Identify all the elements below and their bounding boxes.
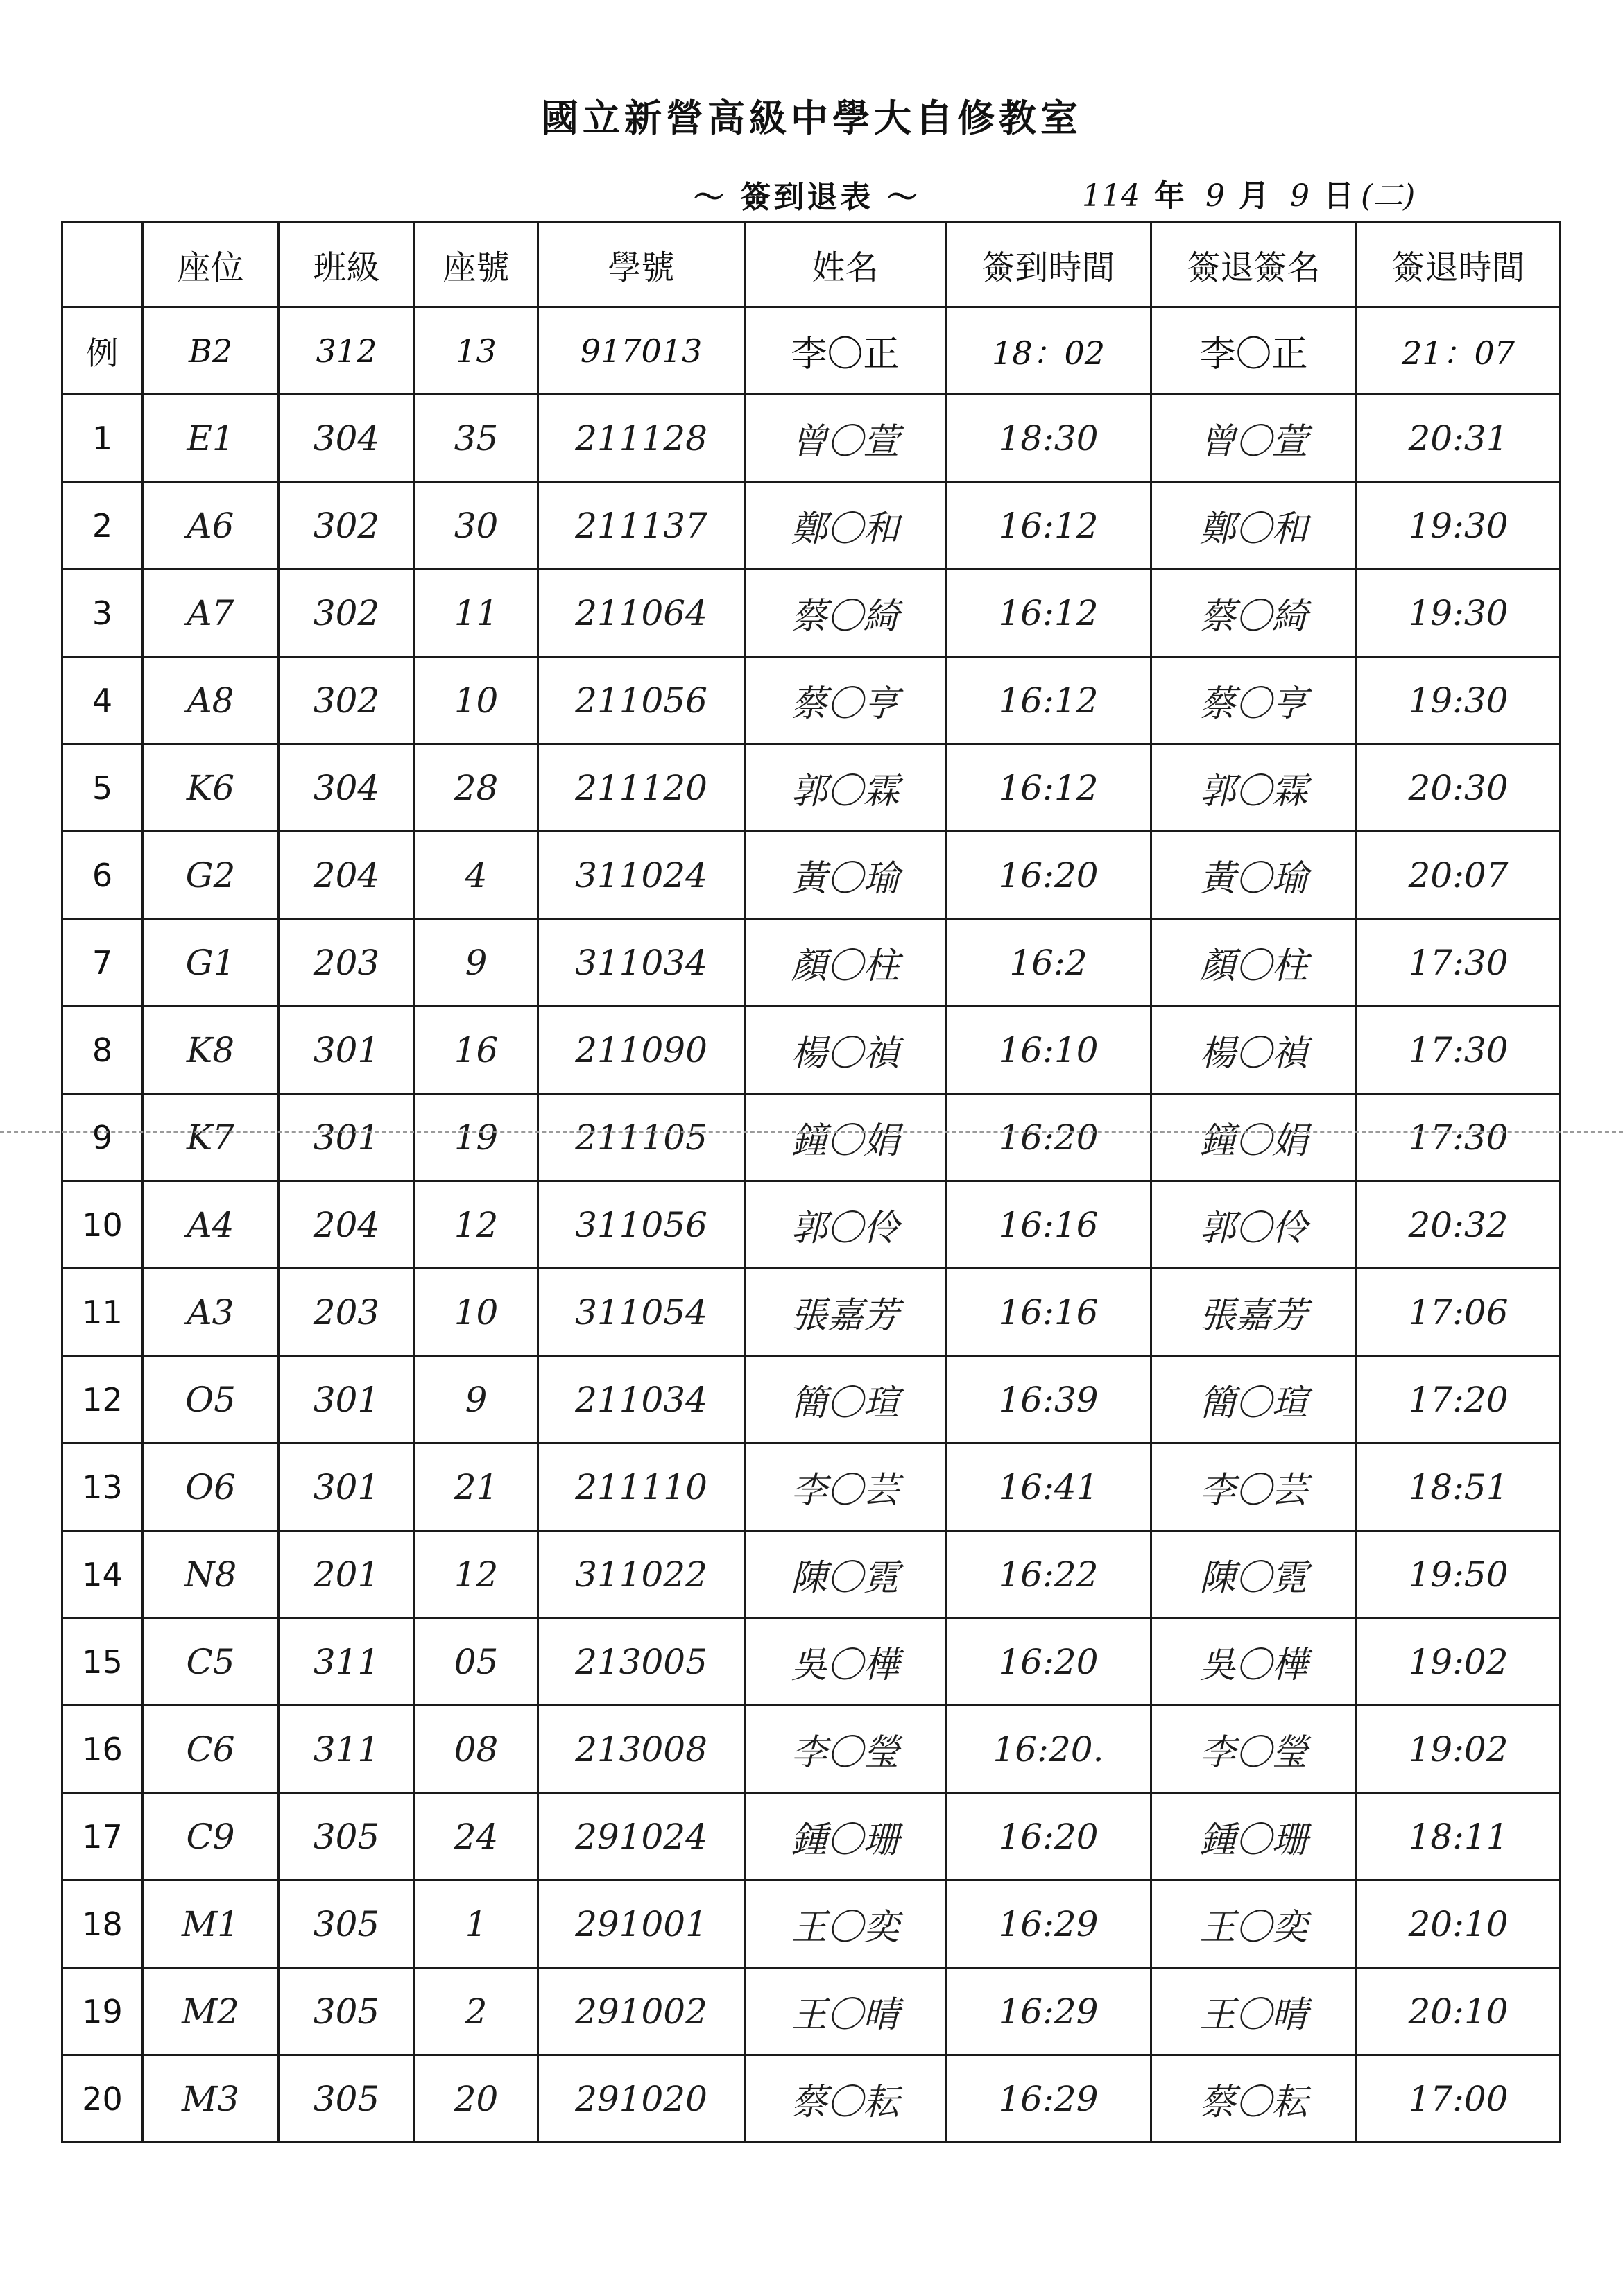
- row-sign-in-time: 16:2: [946, 919, 1151, 1006]
- row-sign-out-signature: 王〇晴: [1151, 1968, 1357, 2055]
- row-student-id: 311056: [538, 1181, 745, 1269]
- row-name: 王〇晴: [745, 1968, 946, 2055]
- row-sign-in-time: 16:20.: [946, 1706, 1151, 1793]
- row-index: 10: [62, 1181, 143, 1269]
- row-sign-out-time: 19:02: [1357, 1706, 1561, 1793]
- row-index: 19: [62, 1968, 143, 2055]
- row-sign-in-time: 18:30: [946, 395, 1151, 482]
- row-name: 黃〇瑜: [745, 832, 946, 919]
- row-name: 郭〇霖: [745, 744, 946, 832]
- row-sign-out-time: 17:00: [1357, 2055, 1561, 2143]
- row-name: 蔡〇耘: [745, 2055, 946, 2143]
- table-row: [62, 1181, 1561, 1269]
- row-sign-out-time: 19:30: [1357, 482, 1561, 569]
- row-sign-out-time: 20:07: [1357, 832, 1561, 919]
- row-number: 28: [415, 744, 538, 832]
- row-name: 鐘〇娟: [745, 1094, 946, 1181]
- row-sign-out-signature: 蔡〇亨: [1151, 657, 1357, 744]
- row-seat: G1: [143, 919, 279, 1006]
- table-row: [62, 744, 1561, 832]
- row-sign-in-time: 16:10: [946, 1006, 1151, 1094]
- example-seat: B2: [143, 307, 279, 395]
- row-sign-out-signature: 李〇芸: [1151, 1443, 1357, 1531]
- row-number: 10: [415, 657, 538, 744]
- row-student-id: 311054: [538, 1269, 745, 1356]
- table-row: [62, 1094, 1561, 1181]
- row-class: 201: [279, 1531, 415, 1618]
- row-number: 2: [415, 1968, 538, 2055]
- row-number: 35: [415, 395, 538, 482]
- header-seat: 座位: [143, 222, 279, 307]
- row-index: 17: [62, 1793, 143, 1881]
- row-seat: K7: [143, 1094, 279, 1181]
- row-sign-out-signature: 郭〇伶: [1151, 1181, 1357, 1269]
- row-number: 05: [415, 1618, 538, 1706]
- row-sign-in-time: 16:12: [946, 744, 1151, 832]
- date-year-label: 年: [1153, 178, 1185, 214]
- row-number: 16: [415, 1006, 538, 1094]
- row-student-id: 213008: [538, 1706, 745, 1793]
- row-seat: C9: [143, 1793, 279, 1881]
- row-index: 9: [62, 1094, 143, 1181]
- row-name: 王〇奕: [745, 1881, 946, 1968]
- date-month: 9: [1205, 178, 1225, 214]
- example-class: 312: [279, 307, 415, 395]
- row-number: 9: [415, 919, 538, 1006]
- row-class: 203: [279, 919, 415, 1006]
- row-number: 20: [415, 2055, 538, 2143]
- table-row: [62, 1968, 1561, 2055]
- row-index: 2: [62, 482, 143, 569]
- row-name: 曾〇萱: [745, 395, 946, 482]
- row-sign-out-signature: 張嘉芳: [1151, 1269, 1357, 1356]
- row-index: 4: [62, 657, 143, 744]
- row-index: 8: [62, 1006, 143, 1094]
- row-sign-in-time: 16:29: [946, 1881, 1151, 1968]
- row-number: 4: [415, 832, 538, 919]
- row-class: 301: [279, 1006, 415, 1094]
- header-sign-out-signature: 簽退簽名: [1151, 222, 1357, 307]
- row-index: 11: [62, 1269, 143, 1356]
- row-sign-out-signature: 鄭〇和: [1151, 482, 1357, 569]
- row-index: 1: [62, 395, 143, 482]
- row-sign-out-time: 20:30: [1357, 744, 1561, 832]
- header-student-id: 學號: [538, 222, 745, 307]
- row-class: 204: [279, 832, 415, 919]
- sheet-date: [1082, 171, 1415, 215]
- row-seat: C5: [143, 1618, 279, 1706]
- table-row: [62, 1618, 1561, 1706]
- row-sign-out-signature: 李〇瑩: [1151, 1706, 1357, 1793]
- table-row: [62, 1793, 1561, 1881]
- row-index: 18: [62, 1881, 143, 1968]
- row-seat: A8: [143, 657, 279, 744]
- row-student-id: 291020: [538, 2055, 745, 2143]
- row-name: 鍾〇珊: [745, 1793, 946, 1881]
- page-title: 國立新營高級中學大自修教室: [541, 96, 1082, 140]
- row-index: 6: [62, 832, 143, 919]
- row-class: 311: [279, 1706, 415, 1793]
- row-sign-out-time: 18:11: [1357, 1793, 1561, 1881]
- row-sign-out-time: 20:31: [1357, 395, 1561, 482]
- row-seat: O6: [143, 1443, 279, 1531]
- row-name: 李〇芸: [745, 1443, 946, 1531]
- table-row: [62, 1269, 1561, 1356]
- row-number: 08: [415, 1706, 538, 1793]
- date-month-label: 月: [1238, 178, 1269, 214]
- row-index: 15: [62, 1618, 143, 1706]
- row-name: 楊〇禎: [745, 1006, 946, 1094]
- row-student-id: 291002: [538, 1968, 745, 2055]
- row-number: 12: [415, 1181, 538, 1269]
- example-name: 李〇正: [745, 307, 946, 395]
- row-sign-in-time: 16:20: [946, 832, 1151, 919]
- date-weekday: (二): [1360, 178, 1416, 214]
- row-class: 311: [279, 1618, 415, 1706]
- row-seat: M1: [143, 1881, 279, 1968]
- table-row: [62, 1531, 1561, 1618]
- row-student-id: 311024: [538, 832, 745, 919]
- row-sign-in-time: 16:12: [946, 657, 1151, 744]
- row-class: 304: [279, 395, 415, 482]
- row-name: 郭〇伶: [745, 1181, 946, 1269]
- example-row: [62, 307, 1561, 395]
- row-seat: A3: [143, 1269, 279, 1356]
- row-sign-in-time: 16:29: [946, 1968, 1151, 2055]
- row-seat: K6: [143, 744, 279, 832]
- row-sign-out-time: 18:51: [1357, 1443, 1561, 1531]
- row-seat: E1: [143, 395, 279, 482]
- row-sign-out-time: 17:30: [1357, 1094, 1561, 1181]
- table-row: [62, 2055, 1561, 2143]
- row-sign-out-signature: 陳〇霓: [1151, 1531, 1357, 1618]
- row-student-id: 291001: [538, 1881, 745, 1968]
- row-student-id: 213005: [538, 1618, 745, 1706]
- header-index: [62, 222, 143, 307]
- row-sign-out-signature: 鍾〇珊: [1151, 1793, 1357, 1881]
- row-sign-out-time: 17:06: [1357, 1269, 1561, 1356]
- row-sign-out-time: 19:30: [1357, 657, 1561, 744]
- row-sign-in-time: 16:12: [946, 482, 1151, 569]
- table-row: [62, 657, 1561, 744]
- row-index: 16: [62, 1706, 143, 1793]
- row-sign-out-signature: 吳〇樺: [1151, 1618, 1357, 1706]
- row-class: 305: [279, 2055, 415, 2143]
- row-name: 鄭〇和: [745, 482, 946, 569]
- row-student-id: 211056: [538, 657, 745, 744]
- header-sign-in-time: 簽到時間: [946, 222, 1151, 307]
- row-sign-out-signature: 曾〇萱: [1151, 395, 1357, 482]
- row-class: 302: [279, 569, 415, 657]
- row-seat: A6: [143, 482, 279, 569]
- row-seat: M3: [143, 2055, 279, 2143]
- row-sign-in-time: 16:20: [946, 1618, 1151, 1706]
- example-index: 例: [62, 307, 143, 395]
- row-student-id: 311034: [538, 919, 745, 1006]
- row-sign-in-time: 16:29: [946, 2055, 1151, 2143]
- row-student-id: 291024: [538, 1793, 745, 1881]
- row-number: 21: [415, 1443, 538, 1531]
- table-row: [62, 1881, 1561, 1968]
- row-number: 30: [415, 482, 538, 569]
- row-number: 12: [415, 1531, 538, 1618]
- date-day: 9: [1289, 178, 1309, 214]
- row-student-id: 211137: [538, 482, 745, 569]
- row-number: 11: [415, 569, 538, 657]
- table-row: [62, 569, 1561, 657]
- row-class: 302: [279, 482, 415, 569]
- example-sign-out-signature: 李〇正: [1151, 307, 1357, 395]
- row-sign-out-time: 20:32: [1357, 1181, 1561, 1269]
- row-sign-in-time: 16:22: [946, 1531, 1151, 1618]
- row-sign-in-time: 16:12: [946, 569, 1151, 657]
- header-class: 班級: [279, 222, 415, 307]
- row-sign-out-time: 19:30: [1357, 569, 1561, 657]
- row-class: 301: [279, 1356, 415, 1443]
- row-student-id: 211090: [538, 1006, 745, 1094]
- row-seat: O5: [143, 1356, 279, 1443]
- row-name: 簡〇瑄: [745, 1356, 946, 1443]
- table-row: [62, 919, 1561, 1006]
- row-class: 304: [279, 744, 415, 832]
- row-sign-out-time: 19:02: [1357, 1618, 1561, 1706]
- row-sign-out-time: 17:30: [1357, 919, 1561, 1006]
- row-index: 13: [62, 1443, 143, 1531]
- example-sign-out-time: 21：07: [1357, 307, 1561, 395]
- row-name: 李〇瑩: [745, 1706, 946, 1793]
- row-student-id: 211120: [538, 744, 745, 832]
- row-student-id: 211105: [538, 1094, 745, 1181]
- example-number: 13: [415, 307, 538, 395]
- table-row: [62, 832, 1561, 919]
- row-student-id: 211110: [538, 1443, 745, 1531]
- table-row: [62, 1443, 1561, 1531]
- row-name: 張嘉芳: [745, 1269, 946, 1356]
- example-sign-in-time: 18：02: [946, 307, 1151, 395]
- row-name: 吳〇樺: [745, 1618, 946, 1706]
- row-seat: N8: [143, 1531, 279, 1618]
- row-name: 蔡〇亨: [745, 657, 946, 744]
- row-name: 蔡〇綺: [745, 569, 946, 657]
- row-class: 203: [279, 1269, 415, 1356]
- row-sign-out-signature: 王〇奕: [1151, 1881, 1357, 1968]
- table-row: [62, 482, 1561, 569]
- example-student-id: 917013: [538, 307, 745, 395]
- row-name: 顏〇柱: [745, 919, 946, 1006]
- row-class: 204: [279, 1181, 415, 1269]
- row-number: 10: [415, 1269, 538, 1356]
- table-row: [62, 1006, 1561, 1094]
- row-class: 305: [279, 1968, 415, 2055]
- table-row: [62, 1706, 1561, 1793]
- header-sign-out-time: 簽退時間: [1357, 222, 1561, 307]
- header-name: 姓名: [745, 222, 946, 307]
- table-row: [62, 395, 1561, 482]
- row-number: 9: [415, 1356, 538, 1443]
- row-student-id: 311022: [538, 1531, 745, 1618]
- row-seat: C6: [143, 1706, 279, 1793]
- row-sign-out-signature: 蔡〇耘: [1151, 2055, 1357, 2143]
- row-sign-out-time: 17:20: [1357, 1356, 1561, 1443]
- row-index: 20: [62, 2055, 143, 2143]
- row-sign-out-signature: 顏〇柱: [1151, 919, 1357, 1006]
- row-sign-out-time: 17:30: [1357, 1006, 1561, 1094]
- row-student-id: 211128: [538, 395, 745, 482]
- row-sign-in-time: 16:39: [946, 1356, 1151, 1443]
- row-index: 5: [62, 744, 143, 832]
- row-sign-out-signature: 郭〇霖: [1151, 744, 1357, 832]
- row-sign-out-signature: 楊〇禎: [1151, 1006, 1357, 1094]
- row-student-id: 211064: [538, 569, 745, 657]
- date-day-label: 日: [1323, 178, 1354, 214]
- sheet-subtitle: ～ 簽到退表 ～: [694, 180, 920, 215]
- row-class: 301: [279, 1094, 415, 1181]
- row-sign-out-signature: 簡〇瑄: [1151, 1356, 1357, 1443]
- row-number: 24: [415, 1793, 538, 1881]
- row-class: 305: [279, 1881, 415, 1968]
- row-class: 301: [279, 1443, 415, 1531]
- row-sign-out-time: 20:10: [1357, 1968, 1561, 2055]
- row-seat: K8: [143, 1006, 279, 1094]
- row-class: 302: [279, 657, 415, 744]
- row-sign-in-time: 16:20: [946, 1094, 1151, 1181]
- row-sign-out-time: 19:50: [1357, 1531, 1561, 1618]
- row-number: 1: [415, 1881, 538, 1968]
- row-sign-in-time: 16:16: [946, 1269, 1151, 1356]
- row-sign-out-signature: 黃〇瑜: [1151, 832, 1357, 919]
- sign-in-table: [61, 221, 1561, 2143]
- table-row: [62, 1356, 1561, 1443]
- fold-line: [0, 1131, 1623, 1133]
- row-seat: M2: [143, 1968, 279, 2055]
- date-year: 114: [1082, 178, 1140, 214]
- header-number: 座號: [415, 222, 538, 307]
- row-name: 陳〇霓: [745, 1531, 946, 1618]
- row-sign-out-signature: 鐘〇娟: [1151, 1094, 1357, 1181]
- row-sign-in-time: 16:16: [946, 1181, 1151, 1269]
- row-index: 12: [62, 1356, 143, 1443]
- header-row: [62, 222, 1561, 307]
- row-sign-out-signature: 蔡〇綺: [1151, 569, 1357, 657]
- row-student-id: 211034: [538, 1356, 745, 1443]
- row-sign-out-time: 20:10: [1357, 1881, 1561, 1968]
- row-index: 3: [62, 569, 143, 657]
- row-seat: G2: [143, 832, 279, 919]
- row-sign-in-time: 16:20: [946, 1793, 1151, 1881]
- row-seat: A4: [143, 1181, 279, 1269]
- row-index: 14: [62, 1531, 143, 1618]
- row-class: 305: [279, 1793, 415, 1881]
- row-number: 19: [415, 1094, 538, 1181]
- row-sign-in-time: 16:41: [946, 1443, 1151, 1531]
- row-seat: A7: [143, 569, 279, 657]
- row-index: 7: [62, 919, 143, 1006]
